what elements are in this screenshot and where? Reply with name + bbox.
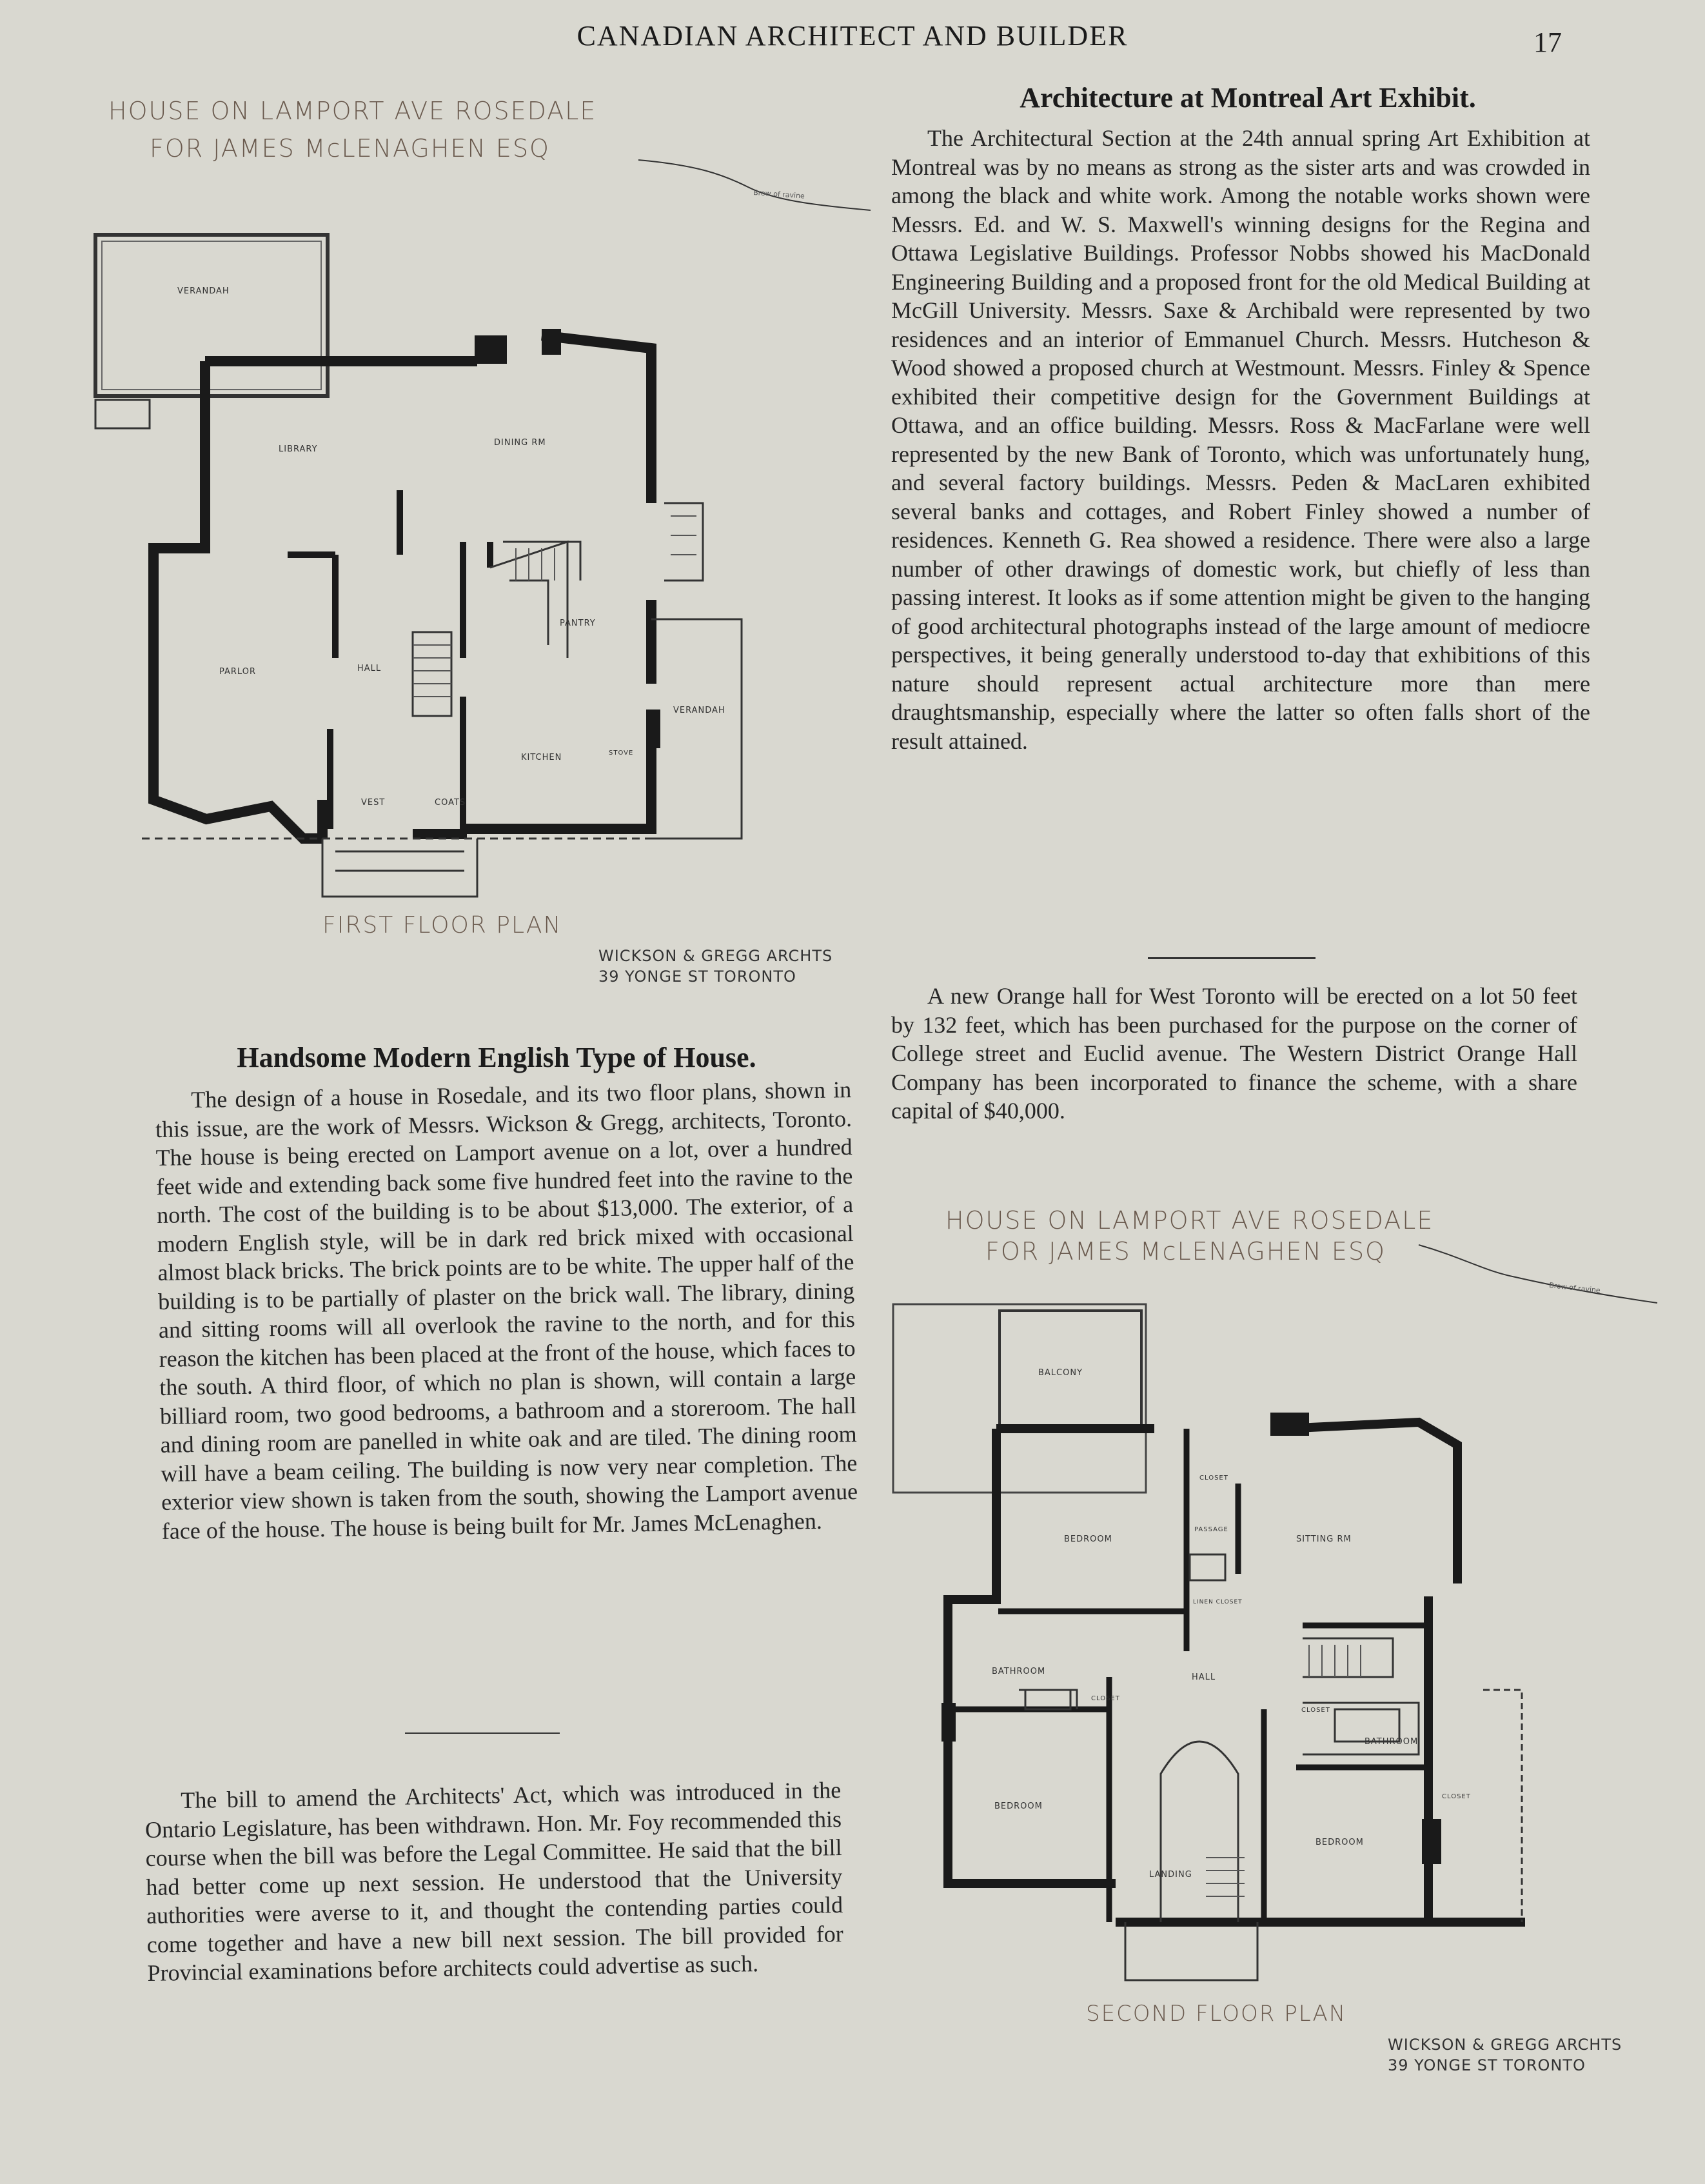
house-headline: Handsome Modern English Type of House. [237,1042,756,1073]
section-rule-right [1148,957,1316,959]
label-landing: LANDING [1149,1870,1192,1880]
label-closet-c: CLOSET [1301,1707,1330,1714]
second-plan-caption-line2: FOR JAMES McLENAGHEN ESQ [985,1237,1386,1266]
house-paragraph: The design of a house in Rosedale, and its two floor plans, shown in this issue, are the work of Messrs. Wickson & Gregg, architects, Toronto. The house is being erected on Lamport avenue on a lot, over a hundred feet wide and extending back some five hundred feet into the ravine to the north. The cost of the building is to be about $13,000. The exterior, of a modern English style, will be in dark red brick mixed with occasional almost black bricks. The brick points are to be white. The upper half of the building is to be partially of plaster on the brick wall. The library, dining and sitting rooms will all overlook the ravine to the north, and for this reason the kitchen has been placed at the front of the house, which faces to the south. A third floor, of which no plan is shown, will contain a large billiard room, two good bedrooms, a bathroom and a storeroom. The hall and dining room are panelled in white oak and are tiled. The dining room will have a beam ceiling. The building is now very near completion. The exterior view shown is taken from the south, showing the Lamport avenue face of the house. The house is being built for Mr. James McLenaghen. [155,1077,858,1544]
running-head: CANADIAN ARCHITECT AND BUILDER [577,20,1128,52]
label-verandah-side: VERANDAH [673,706,725,715]
second-floor-plan-drawing [883,1238,1683,2032]
label-coats: COATS [435,798,466,808]
label-vest: VEST [361,798,386,808]
label-hall: HALL [357,664,382,673]
second-plan-brow-label: Brow of ravine [1548,1281,1601,1295]
first-plan-credit [598,946,833,987]
orange-hall-body [891,982,1577,1126]
page-number: 17 [1533,26,1562,58]
label-bedroom-se: BEDROOM [1316,1838,1364,1847]
second-plan-credit-line1: WICKSON & GREGG ARCHTS [1388,2036,1622,2054]
montreal-headline: Architecture at Montreal Art Exhibit. [1020,82,1476,114]
architects-act-paragraph: The bill to amend the Architects' Act, which was introduced in the Ontario Legislature, has been withdrawn. Hon. Mr. Foy recommended this course when the bill was before the Legal Committee. He said that the bill had better come up next session. He understood that the University authorities were averse to it, and thought the contending parties could come together and have a new bill next session. The bill provided for Provincial examinations before architects could advertise as such. [144,1777,844,1986]
label-closet-b: CLOSET [1091,1695,1120,1702]
first-plan-caption-line2: FOR JAMES McLENAGHEN ESQ [150,134,550,163]
label-pantry: PANTRY [560,619,596,628]
second-plan-credit-line2: 39 YONGE ST TORONTO [1388,2056,1586,2074]
first-plan-brow-label: Brow of ravine [753,188,805,201]
second-plan-caption-line1: HOUSE ON LAMPORT AVE ROSEDALE [945,1206,1434,1235]
label-dining: DINING RM [494,438,546,448]
montreal-paragraph: The Architectural Section at the 24th annual spring Art Exhibition at Montreal was by no means as strong as the sister arts and was crowded in among the black and white work. Among the notable works shown were Messrs. Ed. and W. S. Maxwell's winning designs for the Regina and Ottawa Legislative Buildings. Professor Nobbs showed his MacDonald Engineering Building and a proposed front for the old Medical Building at McGill University. Messrs. Saxe & Archibald were represented by two residences and an interior of Emmanuel Church. Messrs. Hutcheson & Wood showed a proposed church at Westmount. Messrs. Finley & Spence exhibited their competitive design for the Government Buildings at Ottawa, and an office building. Messrs. Ross & MacFarlane were well represented by the new Bank of Toronto, which was unfortunately hung, and several factory buildings. Messrs. Peden & MacLaren exhibited several banks and cottages, and Robert Finley showed a number of residences. Kenneth G. Rea showed a residence. There were also a large number of other drawings of domestic work, but chiefly of less than passing interest. It looks as if some attention might be given to the hanging of good architectural photographs instead of the large amount of mediocre perspectives, it being generally understood to-day that exhibitions of this nature should represent actual architecture more than mere draughtsmanship, especially where the latter so often falls short of the result attained. [891,125,1590,754]
label-hall: HALL [1192,1673,1216,1682]
house-body [155,1075,858,1545]
label-closet-d: CLOSET [1442,1793,1471,1800]
label-bathroom-w: BATHROOM [992,1667,1046,1676]
label-verandah-top: VERANDAH [177,286,230,296]
architects-act-body [144,1776,844,1987]
label-bedroom-nw: BEDROOM [1064,1534,1112,1544]
first-plan-credit-line2: 39 YONGE ST TORONTO [598,968,796,986]
orange-hall-paragraph: A new Orange hall for West Toronto will be erected on a lot 50 feet by 132 feet, which has been purchased for the purpose on the corner of College street and Euclid avenue. The Western District Orange Hall Company has been incorporated to finance the scheme, with a share capital of $40,000. [891,983,1577,1124]
first-plan-credit-line1: WICKSON & GREGG ARCHTS [598,947,833,965]
montreal-body [891,124,1590,755]
label-bathroom-e: BATHROOM [1365,1737,1419,1747]
label-passage: PASSAGE [1194,1526,1228,1533]
first-plan-caption-line1: HOUSE ON LAMPORT AVE ROSEDALE [108,97,597,125]
label-bedroom-sw: BEDROOM [994,1802,1043,1811]
label-library: LIBRARY [279,444,318,454]
label-kitchen: KITCHEN [521,753,562,762]
second-plan-credit [1388,2034,1622,2076]
label-parlor: PARLOR [219,667,256,677]
label-stove: STOVE [609,750,634,757]
section-rule-left [405,1732,560,1734]
label-sitting: SITTING RM [1296,1534,1352,1544]
second-plan-title: SECOND FLOOR PLAN [1086,2001,1347,2027]
first-plan-title: FIRST FLOOR PLAN [322,912,562,938]
label-linen: LINEN CLOSET [1193,1599,1243,1605]
label-closet-a: CLOSET [1199,1474,1228,1482]
label-balcony: BALCONY [1038,1368,1083,1378]
first-floor-plan-drawing [84,142,877,980]
